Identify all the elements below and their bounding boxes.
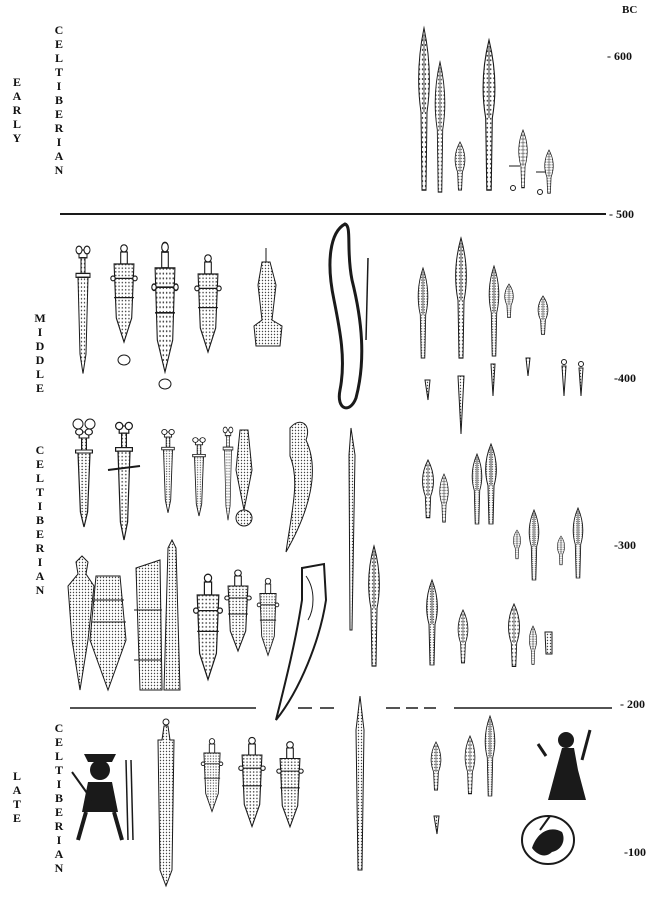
vertical-letter: T [12, 797, 21, 811]
vertical-letter: Y [12, 131, 22, 145]
vertical-letter: C [54, 23, 64, 37]
vertical-letter: C [35, 443, 45, 457]
vertical-letter: L [35, 471, 44, 485]
vertical-letter: I [37, 325, 43, 339]
vertical-letter: L [12, 769, 21, 783]
vertical-letter: C [54, 721, 64, 735]
vertical-letter: L [35, 367, 44, 381]
middle-bent-sword [330, 224, 362, 408]
vertical-letter: T [54, 763, 63, 777]
middle-spearheads-row3 [427, 580, 552, 666]
vertical-letter: E [35, 457, 44, 471]
middle-spearheads-upper [418, 238, 583, 434]
vertical-letter: I [56, 777, 62, 791]
early-spearheads [419, 28, 554, 195]
vertical-letter: I [37, 555, 43, 569]
tick-400: -400 [614, 371, 636, 385]
long-spear-middle [349, 428, 355, 630]
vertical-letter: B [54, 93, 63, 107]
vertical-letter: T [35, 485, 44, 499]
spear-mid-right [369, 546, 380, 666]
tick-100: -100 [624, 845, 646, 859]
tick-600: - 600 [607, 49, 632, 63]
vertical-letter: A [12, 89, 22, 103]
vertical-letter: I [37, 499, 43, 513]
middle-daggers-row2 [73, 419, 312, 552]
vertical-letter: L [12, 117, 21, 131]
vertical-letter: N [54, 163, 64, 177]
vertical-letter: B [54, 791, 63, 805]
tick-300: -300 [614, 538, 636, 552]
vertical-letter: R [54, 819, 64, 833]
vertical-letter: D [35, 353, 45, 367]
middle-daggers-row1 [76, 242, 282, 389]
late-warrior-figure [72, 754, 133, 840]
vertical-letter: E [35, 381, 44, 395]
late-coin [522, 816, 574, 864]
middle-spearheads-lower [422, 444, 582, 580]
vertical-letter: B [35, 513, 44, 527]
vertical-letter: A [54, 149, 64, 163]
vertical-letter: E [12, 811, 21, 825]
late-daggers [201, 737, 303, 826]
late-spearheads [431, 716, 495, 834]
tick-500: - 500 [609, 207, 634, 221]
vertical-letter: L [54, 749, 63, 763]
vertical-letter: M [34, 311, 46, 325]
vertical-letter: A [12, 783, 22, 797]
vertical-letter: R [12, 103, 22, 117]
vertical-letter: E [54, 735, 63, 749]
vertical-letter: R [35, 541, 45, 555]
late-long-sword [158, 719, 174, 886]
late-relief-figure [538, 730, 590, 800]
vertical-letter: E [12, 75, 21, 89]
vertical-letter: L [54, 51, 63, 65]
vertical-letter: E [54, 107, 63, 121]
vertical-letter: N [54, 861, 64, 875]
vertical-letter: I [56, 79, 62, 93]
vertical-letter: A [35, 569, 45, 583]
vertical-letter: R [54, 121, 64, 135]
tick-200: - 200 [620, 697, 645, 711]
vertical-letter: I [56, 833, 62, 847]
vertical-letter: E [54, 805, 63, 819]
vertical-letter: E [35, 527, 44, 541]
vertical-letter: A [54, 847, 64, 861]
vertical-letter: T [54, 65, 63, 79]
late-long-spear [356, 696, 364, 870]
falcata-scabbard [276, 564, 326, 720]
vertical-letter: N [35, 583, 45, 597]
bc-unit-label: BC [622, 4, 638, 16]
vertical-letter: E [54, 37, 63, 51]
vertical-letter: I [56, 135, 62, 149]
vertical-letter: D [35, 339, 45, 353]
middle-swords-row3 [68, 540, 279, 690]
